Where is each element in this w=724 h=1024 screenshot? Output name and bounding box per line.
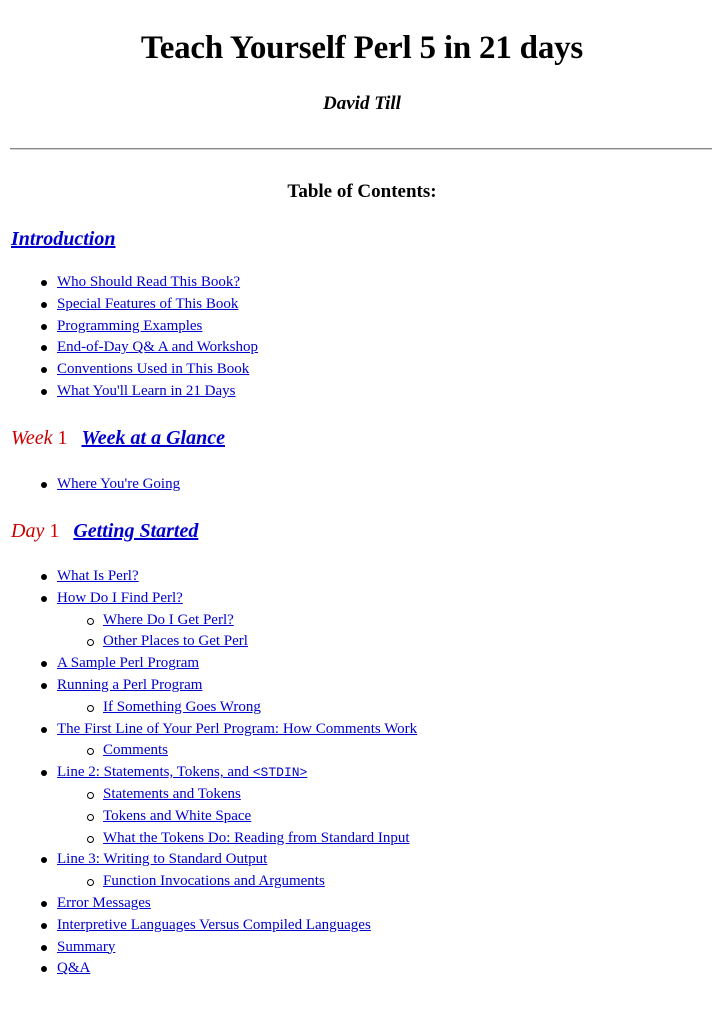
toc-link[interactable]: How Do I Find Perl?	[57, 589, 183, 606]
bullet-disc-icon	[41, 302, 47, 308]
list-subitem	[11, 806, 417, 828]
section-prefix-number: 1	[57, 427, 68, 449]
list-item	[11, 849, 417, 871]
bullet-disc-icon	[41, 389, 47, 395]
toc-link[interactable]: Line 3: Writing to Standard Output	[57, 851, 268, 868]
section-prefix-number: 1	[49, 520, 60, 542]
list-subitem	[11, 740, 417, 762]
toc-link[interactable]: Special Features of This Book	[57, 295, 239, 312]
bullet-circle-icon	[87, 814, 94, 821]
toc-link[interactable]: Running a Perl Program	[57, 676, 203, 693]
toc-link-text: Line 2: Statements, Tokens, and	[57, 764, 253, 781]
document-title: Teach Yourself Perl 5 in 21 days	[140, 30, 584, 66]
toc-link[interactable]: Interpretive Languages Versus Compiled Languages	[57, 916, 371, 933]
toc-link[interactable]: The First Line of Your Perl Program: How Comments Work	[57, 720, 418, 737]
list-item	[11, 272, 258, 294]
list-item	[11, 316, 258, 338]
section-prefix-day1	[11, 520, 59, 542]
bullet-circle-icon	[87, 792, 94, 799]
bullet-disc-icon	[41, 482, 47, 488]
list-item	[11, 474, 180, 496]
list-item	[11, 958, 417, 980]
list-item	[11, 588, 417, 610]
code-stdin: <STDIN>	[252, 765, 308, 781]
bullet-disc-icon	[41, 901, 47, 907]
toc-list-introduction	[11, 272, 258, 403]
toc-list-day1	[11, 566, 417, 980]
toc-link[interactable]: A Sample Perl Program	[57, 655, 200, 672]
list-item	[11, 893, 417, 915]
bullet-circle-icon	[87, 879, 94, 886]
bullet-circle-icon	[87, 618, 94, 625]
bullet-disc-icon	[41, 727, 47, 733]
section-link-introduction[interactable]: Introduction	[11, 228, 116, 250]
toc-list-week1	[11, 474, 180, 496]
bullet-disc-icon	[41, 945, 47, 951]
bullet-disc-icon	[41, 923, 47, 929]
list-item	[11, 675, 417, 697]
toc-link[interactable]: Where You're Going	[57, 476, 181, 492]
section-prefix-word: Day	[11, 520, 45, 542]
toc-link[interactable]: Error Messages	[57, 894, 151, 911]
toc-link[interactable]: What Is Perl?	[57, 568, 139, 584]
section-prefix-word: Week	[11, 427, 53, 449]
horizontal-rule	[10, 148, 712, 150]
toc-link[interactable]: Summary	[57, 938, 116, 955]
list-item	[11, 381, 258, 403]
bullet-circle-icon	[87, 836, 94, 843]
bullet-circle-icon	[87, 705, 94, 712]
list-subitem	[11, 828, 417, 850]
toc-sublink[interactable]: Where Do I Get Perl?	[103, 611, 234, 628]
section-link-day1[interactable]: Getting Started	[73, 520, 199, 542]
toc-sublink[interactable]: Comments	[103, 742, 169, 759]
toc-sublink[interactable]: Function Invocations and Arguments	[103, 873, 325, 890]
bullet-disc-icon	[41, 324, 47, 330]
bullet-disc-icon	[41, 770, 47, 776]
toc-heading: Table of Contents:	[287, 181, 437, 202]
toc-sublink[interactable]: Statements and Tokens	[103, 785, 241, 802]
bullet-circle-icon	[87, 639, 94, 646]
list-item	[11, 359, 258, 381]
list-subitem	[11, 871, 417, 893]
list-item	[11, 762, 417, 784]
section-prefix-week1	[11, 427, 67, 449]
bullet-disc-icon	[41, 280, 47, 286]
bullet-disc-icon	[41, 345, 47, 351]
toc-link-stdin[interactable]	[57, 764, 307, 780]
toc-sublink[interactable]: Tokens and White Space	[103, 807, 252, 824]
list-item	[11, 937, 417, 959]
section-heading-week1	[11, 425, 225, 451]
toc-link[interactable]: Programming Examples	[57, 317, 203, 334]
bullet-circle-icon	[87, 748, 94, 755]
bullet-disc-icon	[41, 596, 47, 602]
list-item	[11, 653, 417, 675]
list-subitem	[11, 784, 417, 806]
toc-link[interactable]: Conventions Used in This Book	[57, 361, 250, 378]
toc-link[interactable]: Who Should Read This Book?	[57, 274, 241, 290]
section-heading-day1	[11, 518, 198, 544]
section-link-week1[interactable]: Week at a Glance	[81, 427, 225, 449]
list-item	[11, 915, 417, 937]
bullet-disc-icon	[41, 661, 47, 667]
toc-sublink[interactable]: What the Tokens Do: Reading from Standard Input	[103, 829, 410, 846]
toc-link[interactable]: What You'll Learn in 21 Days	[57, 382, 236, 399]
document-author: David Till	[323, 93, 401, 114]
list-subitem	[11, 697, 417, 719]
list-subitem	[11, 631, 417, 653]
bullet-disc-icon	[41, 367, 47, 373]
toc-sublink[interactable]: If Something Goes Wrong	[103, 698, 261, 715]
list-item	[11, 337, 258, 359]
section-heading-introduction	[11, 226, 115, 252]
list-item	[11, 566, 417, 588]
list-item	[11, 294, 258, 316]
toc-sublink[interactable]: Other Places to Get Perl	[103, 633, 248, 650]
list-item	[11, 719, 417, 741]
bullet-disc-icon	[41, 574, 47, 580]
list-subitem	[11, 610, 417, 632]
bullet-disc-icon	[41, 966, 47, 972]
bullet-disc-icon	[41, 683, 47, 689]
toc-link[interactable]: Q&A	[57, 960, 91, 977]
toc-link[interactable]: End-of-Day Q& A and Workshop	[57, 339, 258, 356]
bullet-disc-icon	[41, 857, 47, 863]
